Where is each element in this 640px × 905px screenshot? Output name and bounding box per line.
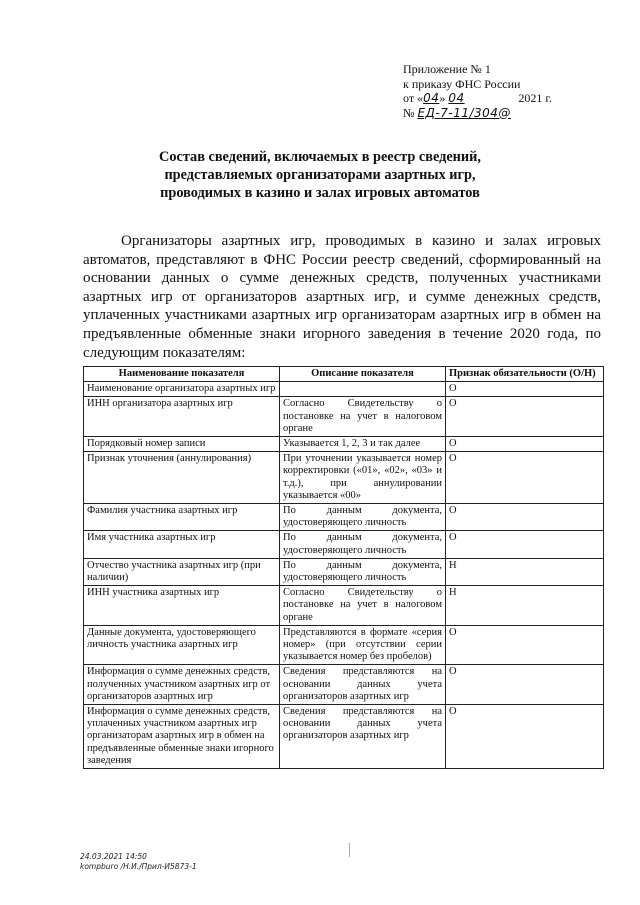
- indicator-mandatory-cell: Н: [446, 586, 604, 626]
- table-row: [84, 586, 604, 626]
- number-prefix: №: [403, 105, 418, 120]
- table-row: [84, 397, 604, 437]
- indicator-description-cell: По данным документа, удостоверяющего личность: [280, 531, 446, 558]
- indicator-name-cell: Имя участника азартных игр: [84, 531, 280, 558]
- date-suffix: 2021 г.: [518, 91, 552, 105]
- header-name: Наименование показателя: [84, 367, 280, 382]
- indicator-name-cell: ИНН организатора азартных игр: [84, 397, 280, 437]
- indicator-name-cell: Информация о сумме денежных средств, полученных участником азартных игр от организаторов азартных игр: [84, 665, 280, 705]
- indicator-description-cell: [280, 382, 446, 397]
- indicator-description-cell: Согласно Свидетельству о постановке на учет в налоговом органе: [280, 397, 446, 437]
- table-row: [84, 705, 604, 769]
- table-row: [84, 558, 604, 585]
- table-body: [84, 382, 604, 769]
- date-mid: »: [439, 91, 449, 105]
- table-row: [84, 625, 604, 665]
- indicator-mandatory-cell: О: [446, 625, 604, 665]
- indicator-name-cell: ИНН участника азартных игр: [84, 586, 280, 626]
- indicator-name-cell: Признак уточнения (аннулирования): [84, 452, 280, 504]
- date-prefix: от «: [403, 91, 424, 105]
- indicator-description-cell: По данным документа, удостоверяющего личность: [280, 504, 446, 531]
- appendix-line-2: к приказу ФНС России: [403, 76, 521, 91]
- handwritten-order-number: ЕД-7-11/304@: [417, 105, 511, 120]
- indicator-mandatory-cell: О: [446, 452, 604, 504]
- handwritten-month: 04: [448, 91, 465, 105]
- indicator-name-cell: Фамилия участника азартных игр: [84, 504, 280, 531]
- indicator-name-cell: Наименование организатора азартных игр: [84, 382, 280, 397]
- table-row: [84, 665, 604, 705]
- table-header-row: [84, 367, 604, 382]
- appendix-date: [403, 91, 552, 106]
- table-row: [84, 437, 604, 452]
- indicator-mandatory-cell: О: [446, 705, 604, 769]
- indicator-description-cell: Указывается 1, 2, 3 и так далее: [280, 437, 446, 452]
- indicator-description-cell: Представляются в формате «серия номер» (при отсутствии серии указывается номер без пробелов): [280, 625, 446, 665]
- indicator-description-cell: При уточнении указывается номер корректировки («01», «02», «03» и т.д.), при аннулировании указывается «00»: [280, 452, 446, 504]
- indicator-description-cell: По данным документа, удостоверяющего личность: [280, 558, 446, 585]
- document-title: [120, 148, 520, 202]
- scan-mark: [349, 843, 350, 857]
- indicator-mandatory-cell: О: [446, 665, 604, 705]
- footer-line-1: 24.03.2021 14:50: [80, 852, 147, 861]
- footer-stamp: [80, 852, 197, 872]
- indicator-name-cell: Информация о сумме денежных средств, уплаченных участником азартных игр организаторам азартных игр в обмен на предъявленные обменные знаки игорного заведения: [84, 705, 280, 769]
- title-line-2: представляемых организаторами азартных игр,: [164, 167, 476, 183]
- indicator-mandatory-cell: О: [446, 382, 604, 397]
- indicators-table: [83, 366, 604, 769]
- indicator-mandatory-cell: О: [446, 531, 604, 558]
- table-row: [84, 452, 604, 504]
- indicator-mandatory-cell: Н: [446, 558, 604, 585]
- title-line-1: Состав сведений, включаемых в реестр сведений,: [159, 149, 481, 165]
- indicator-mandatory-cell: О: [446, 504, 604, 531]
- indicator-mandatory-cell: О: [446, 437, 604, 452]
- indicator-description-cell: Сведения представляются на основании данных учета организаторов азартных игр: [280, 665, 446, 705]
- indicator-name-cell: Порядковый номер записи: [84, 437, 280, 452]
- indicator-description-cell: Сведения представляются на основании данных учета организаторов азартных игр: [280, 705, 446, 769]
- indicator-name-cell: Данные документа, удостоверяющего личность участника азартных игр: [84, 625, 280, 665]
- header-mandatory: Признак обязательности (О/Н): [446, 367, 604, 382]
- footer-line-2: kompburo /Н.И./Прил-И5873-1: [80, 862, 197, 871]
- table-row: [84, 382, 604, 397]
- indicator-mandatory-cell: О: [446, 397, 604, 437]
- title-line-3: проводимых в казино и залах игровых автоматов: [160, 185, 480, 201]
- table-row: [84, 531, 604, 558]
- table-row: [84, 504, 604, 531]
- header-description: Описание показателя: [280, 367, 446, 382]
- handwritten-day: 04: [423, 91, 440, 105]
- indicator-description-cell: Согласно Свидетельству о постановке на учет в налоговом органе: [280, 586, 446, 626]
- appendix-line-1: Приложение № 1: [403, 62, 491, 76]
- appendix-number: [403, 106, 552, 121]
- indicator-name-cell: Отчество участника азартных игр (при наличии): [84, 558, 280, 585]
- appendix-block: [403, 62, 552, 120]
- intro-paragraph: Организаторы азартных игр, проводимых в казино и залах игровых автоматов, представляют в ФНС России реестр сведений, сформированный на основании данных о сумме денежных средств, полученных участниками азартных игр от организаторов азартных игр, и сумме денежных средств, уплаченных участниками азартных игр организаторам азартных игр в обмен на предъявленные обменные знаки игорного заведения в течение 2020 года, по следующим показателям:: [83, 233, 601, 361]
